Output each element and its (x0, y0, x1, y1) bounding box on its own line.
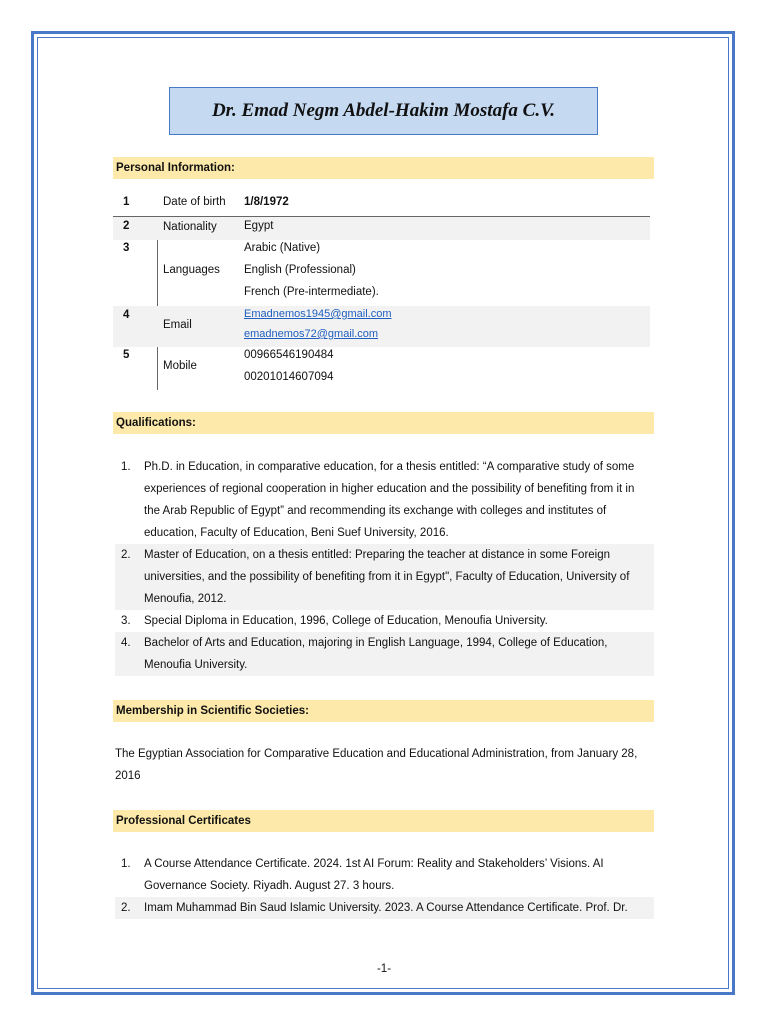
row-label: Email (163, 319, 192, 331)
list-number: 4. (121, 637, 131, 649)
list-number: 1. (121, 858, 131, 870)
row-number: 4 (123, 309, 130, 321)
table-row (113, 306, 650, 347)
nationality-value: Egypt (244, 220, 274, 232)
list-item (115, 456, 654, 544)
language-value: French (Pre-intermediate). (244, 286, 379, 298)
list-item (115, 897, 654, 919)
row-label: Mobile (163, 360, 197, 372)
row-label: Languages (163, 264, 220, 276)
language-value: English (Professional) (244, 264, 356, 276)
row-number: 3 (123, 242, 130, 254)
row-label: Nationality (163, 221, 217, 233)
mobile-value: 00966546190484 (244, 349, 334, 361)
table-row (113, 217, 650, 240)
membership-heading: Membership in Scientific Societies: (113, 700, 654, 722)
mobile-value: 00201014607094 (244, 371, 334, 383)
list-line: experiences of regional cooperation in higher education and the possibility of benefiting from it in (144, 483, 635, 495)
list-line: universities, and the possibility of benefiting from it in Egypt", Faculty of Education, University of (144, 571, 630, 583)
date-of-birth-value: 1/8/1972 (244, 196, 289, 208)
certificates-heading: Professional Certificates (113, 810, 654, 832)
list-number: 1. (121, 461, 131, 473)
list-line: A Course Attendance Certificate. 2024. 1st AI Forum: Reality and Stakeholders’ Visions. AI (144, 858, 604, 870)
list-item (115, 544, 654, 610)
table-row (113, 240, 650, 306)
cv-title-box (169, 87, 598, 135)
list-line: the Arab Republic of Egypt” and recommending its exchange with colleges and institutes of (144, 505, 607, 517)
cv-title: Dr. Emad Negm Abdel-Hakim Mostafa C.V. (211, 100, 556, 121)
table-row (113, 347, 650, 391)
email-link[interactable]: emadnemos72@gmail.com (244, 328, 379, 340)
row-number: 1 (123, 196, 130, 208)
list-number: 3. (121, 615, 131, 627)
membership-line: 2016 (115, 770, 141, 782)
list-line: Bachelor of Arts and Education, majoring in English Language, 1994, College of Education, (144, 637, 608, 649)
row-label: Date of birth (163, 196, 226, 208)
page-number: -1- (376, 963, 392, 975)
list-line: Imam Muhammad Bin Saud Islamic University. 2023. A Course Attendance Certificate. Prof. Dr. (144, 902, 628, 914)
email-link[interactable]: Emadnemos1945@gmail.com (244, 308, 392, 320)
list-item (115, 853, 654, 897)
table-row (113, 191, 650, 215)
list-number: 2. (121, 549, 131, 561)
list-item (115, 632, 654, 676)
list-line: Ph.D. in Education, in comparative education, for a thesis entitled: “A comparative study of some (144, 461, 635, 473)
qualifications-heading: Qualifications: (113, 412, 654, 434)
personal-info-heading: Personal Information: (113, 157, 654, 179)
list-line: Master of Education, on a thesis entitled: Preparing the teacher at distance in some Foreign (144, 549, 611, 561)
list-line: Menoufia University. (144, 659, 248, 671)
row-number: 5 (123, 349, 130, 361)
membership-text (115, 743, 651, 787)
list-line: Menoufia, 2012. (144, 593, 227, 605)
list-line: education, Faculty of Education, Beni Suef University, 2016. (144, 527, 449, 539)
membership-line: The Egyptian Association for Comparative Education and Educational Administration, from January 28, (115, 748, 638, 760)
list-line: Special Diploma in Education, 1996, College of Education, Menoufia University. (144, 615, 548, 627)
list-number: 2. (121, 902, 131, 914)
list-item (115, 610, 654, 632)
language-value: Arabic (Native) (244, 242, 321, 254)
row-number: 2 (123, 220, 130, 232)
list-line: Governance Society. Riyadh. August 27. 3 hours. (144, 880, 395, 892)
